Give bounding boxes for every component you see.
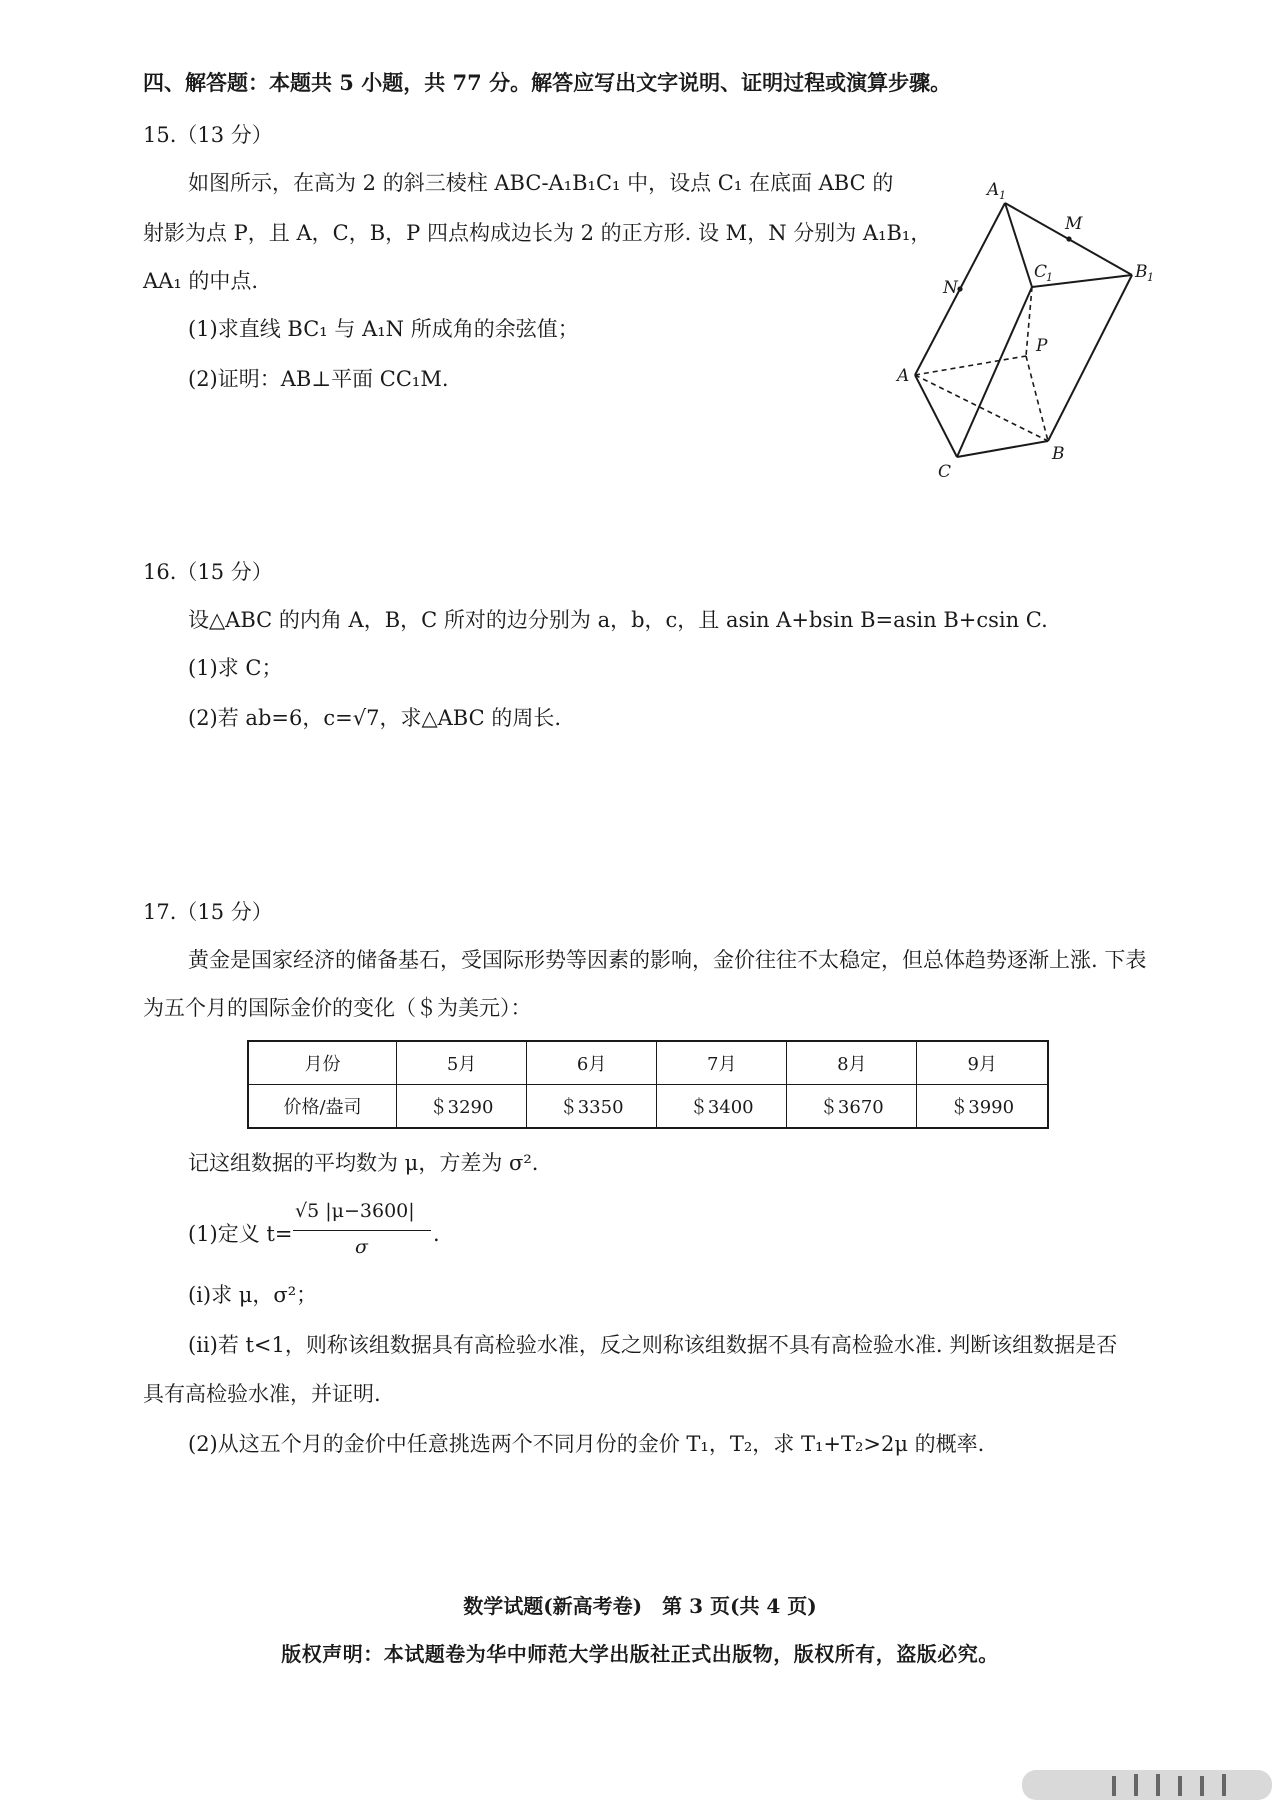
table-cell: ＄3400 (657, 1085, 787, 1129)
label-A1: A (987, 180, 1000, 200)
label-C1: C (1034, 262, 1048, 282)
label-B1: B (1135, 262, 1148, 282)
corner-tick (1200, 1776, 1204, 1796)
copyright-notice: 版权声明：本试题卷为华中师范大学出版社正式出版物，版权所有，盗版必究。 (281, 1642, 999, 1666)
corner-tick (1178, 1776, 1182, 1796)
scan-corner-marks (1022, 1764, 1272, 1804)
q17-text-line2: 为五个月的国际金价的变化（＄为美元）： (143, 996, 532, 1020)
corner-band (1022, 1770, 1272, 1800)
q16-part1: (1)求 C； (188, 656, 283, 680)
edge-AB-hidden (915, 375, 1048, 441)
table-header-cell: 9月 (917, 1041, 1048, 1085)
q17-part2: (2)从这五个月的金价中任意挑选两个不同月份的金价 T₁，T₂，求 T₁+T₂>2μ 的概率. (188, 1432, 985, 1456)
label-M: M (1065, 214, 1083, 234)
table-header-cell: 7月 (657, 1041, 787, 1085)
table-cell: ＄3350 (527, 1085, 657, 1129)
edge-C1C (957, 287, 1032, 457)
table-cell: ＄3290 (397, 1085, 527, 1129)
edge-PB-hidden (1026, 356, 1048, 441)
point-N (957, 286, 962, 291)
q15-text-line1: 如图所示，在高为 2 的斜三棱柱 ABC-A₁B₁C₁ 中，设点 C₁ 在底面 ABC 的 (188, 171, 894, 195)
table-header-cell: 8月 (787, 1041, 917, 1085)
q17-def-prefix: (1)定义 t= (188, 1222, 293, 1246)
label-N: N (943, 278, 958, 298)
corner-tick (1156, 1774, 1160, 1796)
fraction-numerator: √5 |μ−3600| (295, 1200, 415, 1222)
edge-B1B (1048, 275, 1132, 441)
fraction-bar (293, 1230, 431, 1231)
q16-text: 设△ABC 的内角 A，B，C 所对的边分别为 a，b，c，且 asin A+bsin B=asin B+csin C. (188, 608, 1048, 632)
q17-sub-i: (ⅰ)求 μ，σ²； (188, 1283, 318, 1307)
q17-text-line1: 黄金是国家经济的储备基石，受国际形势等因素的影响，金价往往不太稳定，但总体趋势逐渐上涨. 下表 (188, 948, 1147, 972)
corner-tick (1134, 1774, 1138, 1796)
q15-number: 15.（13 分） (143, 123, 273, 147)
corner-tick (1222, 1774, 1226, 1796)
q15-text-line3: AA₁ 的中点. (143, 269, 259, 293)
gold-price-table (247, 1040, 1049, 1129)
q15-part1: (1)求直线 BC₁ 与 A₁N 所成角的余弦值； (188, 317, 579, 341)
q15-part2: (2)证明：AB⊥平面 CC₁M. (188, 367, 449, 391)
table-cell: 价格/盎司 (248, 1085, 397, 1129)
q16-number: 16.（15 分） (143, 560, 273, 584)
table-header-row (248, 1041, 1048, 1085)
label-B: B (1052, 444, 1065, 464)
section-heading: 四、解答题：本题共 5 小题，共 77 分。解答应写出文字说明、证明过程或演算步骤。 (143, 70, 952, 95)
fraction-denominator: σ (355, 1236, 368, 1258)
q17-def-suffix: . (433, 1222, 440, 1246)
label-P: P (1036, 336, 1048, 356)
edge-AC (915, 375, 957, 457)
q16-part2: (2)若 ab=6，c=√7，求△ABC 的周长. (188, 706, 561, 730)
prism-figure (895, 165, 1195, 495)
point-M (1066, 236, 1071, 241)
label-B1-sub: 1 (1147, 271, 1154, 284)
corner-tick (1112, 1776, 1116, 1796)
table-header-cell: 月份 (248, 1041, 397, 1085)
q15-text-line2: 射影为点 P，且 A，C，B，P 四点构成边长为 2 的正方形. 设 M，N 分别为 A₁B₁， (143, 221, 932, 245)
table-cell: ＄3990 (917, 1085, 1048, 1129)
label-C1-sub: 1 (1046, 271, 1053, 284)
label-A1-sub: 1 (999, 189, 1006, 202)
table-cell: ＄3670 (787, 1085, 917, 1129)
q17-sub-ii-line1: (ⅱ)若 t<1，则称该组数据具有高检验水准，反之则称该组数据不具有高检验水准. 判断该组数据是否 (188, 1333, 1118, 1357)
table-header-cell: 6月 (527, 1041, 657, 1085)
q17-number: 17.（15 分） (143, 900, 273, 924)
table-header-cell: 5月 (397, 1041, 527, 1085)
page-footer: 数学试题(新高考卷) 第 3 页(共 4 页) (463, 1594, 817, 1618)
q17-text-line3: 记这组数据的平均数为 μ，方差为 σ². (188, 1151, 539, 1175)
label-A: A (897, 366, 910, 386)
table-row (248, 1085, 1048, 1129)
label-C: C (938, 462, 952, 482)
q17-sub-ii-line2: 具有高检验水准，并证明. (143, 1382, 381, 1406)
edge-AP-hidden (915, 356, 1026, 375)
edge-CB (957, 441, 1048, 457)
